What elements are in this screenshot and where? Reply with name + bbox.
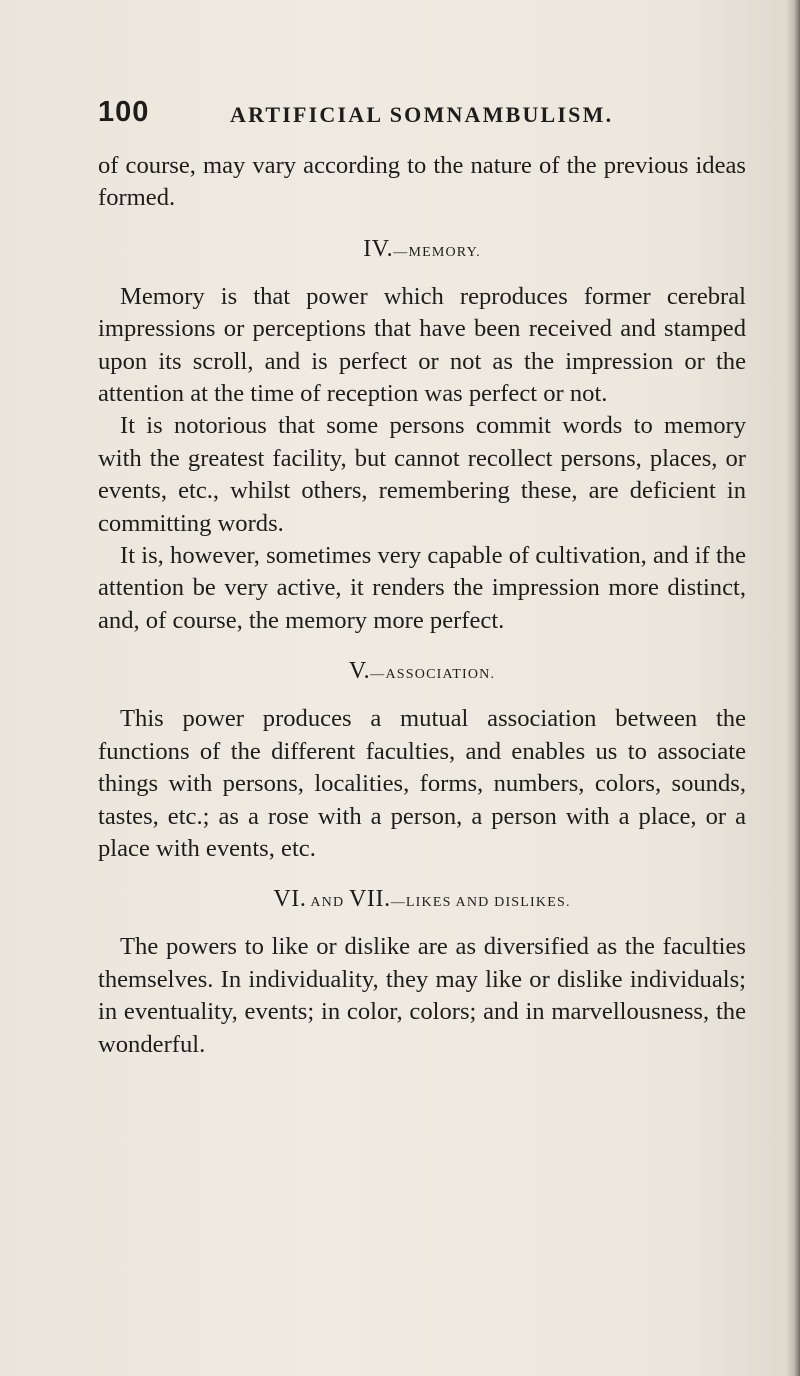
running-title: ARTIFICIAL SOMNAMBULISM.	[230, 102, 614, 127]
section-title: —LIKES AND DISLIKES.	[390, 895, 571, 911]
paragraph: It is, however, sometimes very capable of cultivation, and if the attention be very active, it renders the impression more distinct, and, of course, the memory more perfect.	[98, 542, 746, 634]
page-body	[98, 150, 746, 1061]
section-title: —MEMORY.	[393, 244, 481, 260]
paragraph: Memory is that power which reproduces former cerebral impressions or perceptions that have been received and stamped upon its scroll, and is perfect or not as the impression or the attention at the time of reception was perfect or not.	[98, 282, 746, 408]
paragraph: The powers to like or dislike are as diversified as the faculties themselves. In individuality, they may like or dislike individuals; in eventuality, events; in color, colors; and in marvellousness, the wonderful.	[98, 933, 746, 1058]
paragraph-continuation: of course, may vary according to the nature of the previous ideas formed.	[98, 152, 746, 212]
section-number: V.	[348, 658, 371, 685]
section-heading-association	[98, 657, 746, 689]
page-number: 100	[98, 96, 150, 128]
page-edge-shadow	[786, 0, 800, 1376]
section-heading-likes-dislikes	[98, 885, 746, 917]
section-title: —ASSOCIATION.	[370, 667, 496, 683]
paragraph: This power produces a mutual association between the functions of the different faculties, and enables us to associate things with persons, localities, forms, numbers, colors, sounds, tastes, etc.; as a rose with a person, a person with a place, or a place with events, etc.	[98, 705, 746, 862]
page-header	[98, 96, 738, 136]
section-heading-memory	[98, 235, 746, 267]
section-number: VI.	[273, 886, 307, 913]
section-connector: AND	[306, 895, 349, 911]
paragraph: It is notorious that some persons commit words to memory with the greatest facility, but cannot recollect persons, places, or events, etc., whilst others, remembering these, are deficient in committing words.	[98, 412, 746, 537]
section-number: IV.	[363, 235, 394, 262]
section-number: VII.	[349, 886, 391, 913]
